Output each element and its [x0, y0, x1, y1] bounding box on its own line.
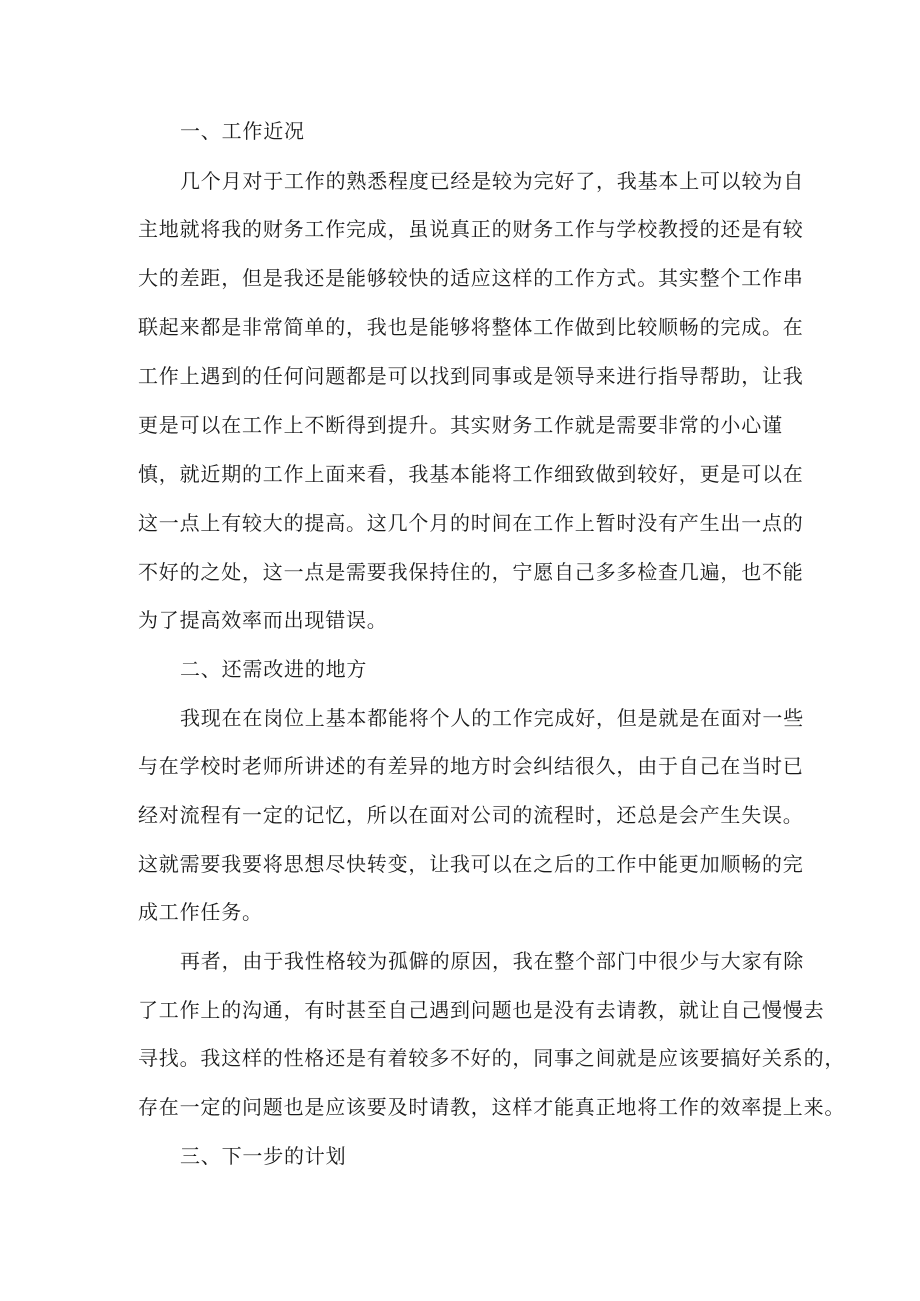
paragraph-line: 寻找。我这样的性格还是有着较多不好的，同事之间就是应该要搞好关系的， — [138, 1046, 846, 1070]
paragraph-line: 与在学校时老师所讲述的有差异的地方时会纠结很久，由于自己在当时已 — [138, 754, 804, 778]
paragraph-line: 主地就将我的财务工作完成，虽说真正的财务工作与学校教授的还是有较 — [138, 217, 804, 241]
paragraph-line: 了工作上的沟通，有时甚至自己遇到问题也是没有去请教，就让自己慢慢去 — [138, 998, 825, 1022]
paragraph-line: 成工作任务。 — [138, 900, 263, 924]
section-heading-1: 一、工作近况 — [180, 119, 305, 143]
paragraph-line: 几个月对于工作的熟悉程度已经是较为完好了，我基本上可以较为自 — [180, 169, 804, 193]
section-heading-3: 三、下一步的计划 — [180, 1144, 347, 1168]
paragraph-line: 更是可以在工作上不断得到提升。其实财务工作就是需要非常的小心谨 — [138, 413, 783, 437]
paragraph-line: 这一点上有较大的提高。这几个月的时间在工作上暂时没有产生出一点的 — [138, 511, 804, 535]
paragraph-line: 工作上遇到的任何问题都是可以找到同事或是领导来进行指导帮助，让我 — [138, 364, 804, 388]
paragraph-line: 我现在在岗位上基本都能将个人的工作完成好，但是就是在面对一些 — [180, 706, 804, 730]
paragraph-line: 慎，就近期的工作上面来看，我基本能将工作细致做到较好，更是可以在 — [138, 462, 804, 486]
section-heading-2: 二、还需改进的地方 — [180, 657, 368, 681]
paragraph-line: 这就需要我要将思想尽快转变，让我可以在之后的工作中能更加顺畅的完 — [138, 852, 804, 876]
paragraph-line: 再者，由于我性格较为孤僻的原因，我在整个部门中很少与大家有除 — [180, 949, 804, 973]
paragraph-line: 为了提高效率而出现错误。 — [138, 608, 388, 632]
paragraph-line: 经对流程有一定的记忆，所以在面对公司的流程时，还总是会产生失误。 — [138, 803, 804, 827]
paragraph-line: 大的差距，但是我还是能够较快的适应这样的工作方式。其实整个工作串 — [138, 266, 804, 290]
paragraph-line: 不好的之处，这一点是需要我保持住的，宁愿自己多多检查几遍，也不能 — [138, 560, 804, 584]
paragraph-line: 存在一定的问题也是应该要及时请教，这样才能真正地将工作的效率提上来。 — [138, 1095, 846, 1119]
paragraph-line: 联起来都是非常简单的，我也是能够将整体工作做到比较顺畅的完成。在 — [138, 315, 804, 339]
